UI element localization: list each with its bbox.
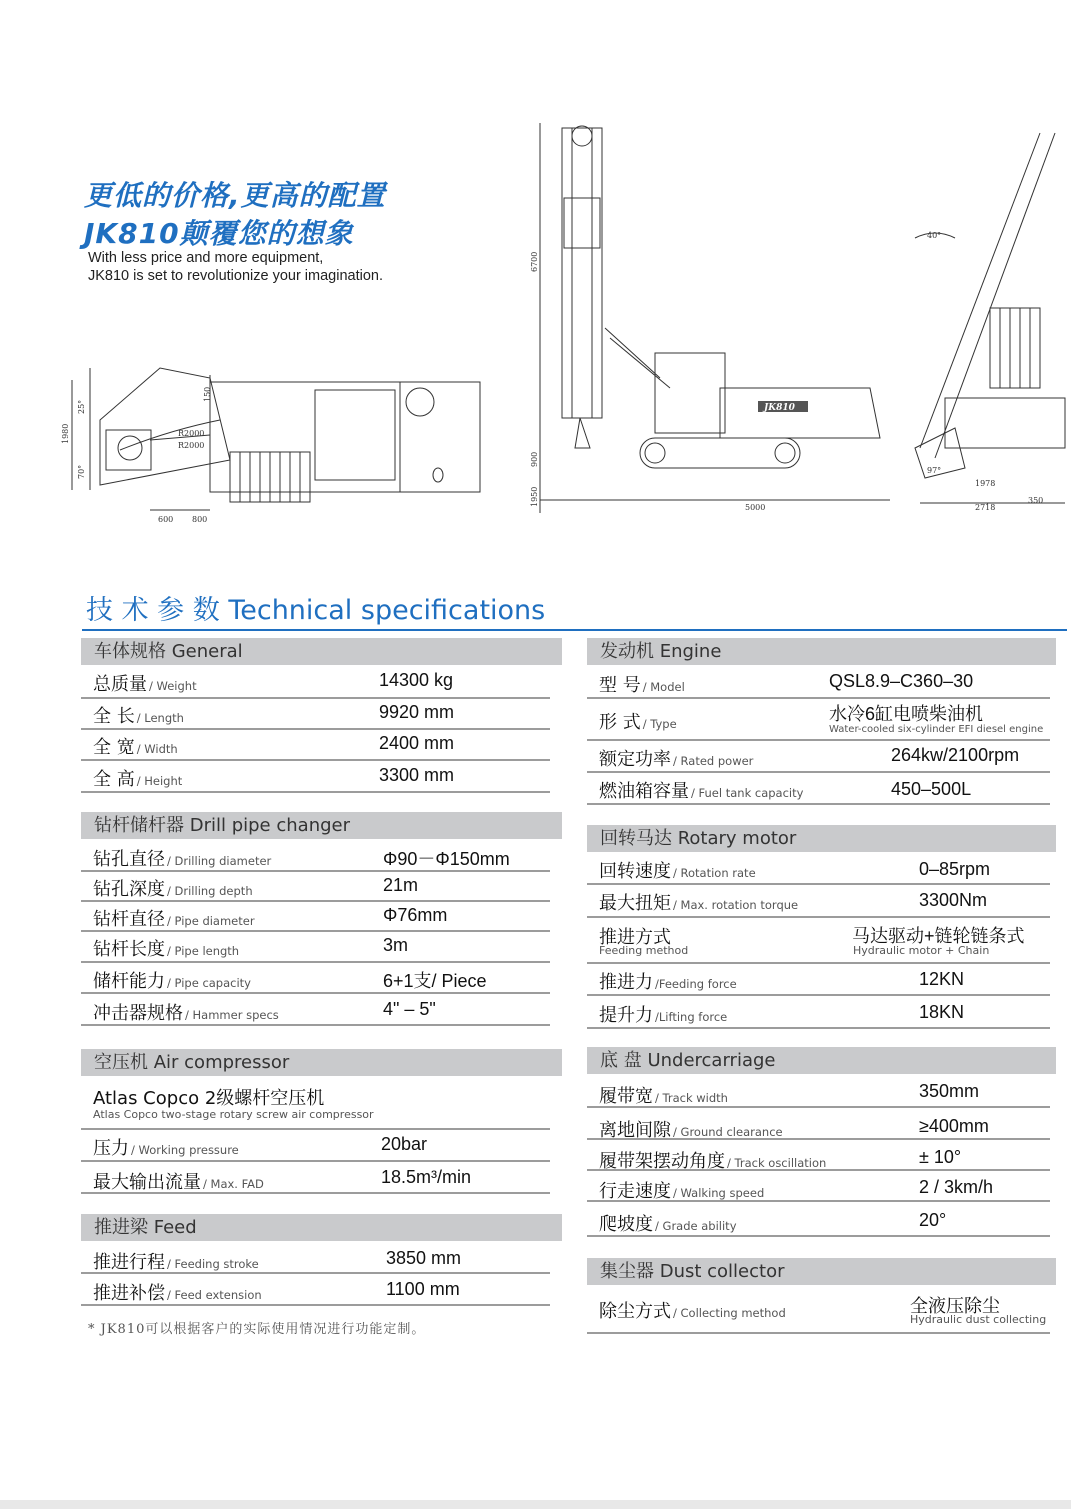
spec-row-type (587, 699, 1050, 741)
svg-text:800: 800 (192, 515, 208, 524)
section-dust-collector-header: 集尘器 Dust collector (587, 1258, 1056, 1285)
spec-row-grade-ability (587, 1202, 1050, 1237)
spec-label-cn: 全 宽 (93, 737, 135, 758)
spec-label-en: Feeding method (599, 944, 689, 957)
spec-label-en: / Fuel tank capacity (691, 786, 804, 800)
svg-text:40°: 40° (927, 231, 942, 240)
svg-text:R2000: R2000 (178, 429, 205, 438)
side-view-badge: JK810 (764, 403, 795, 413)
hero-title-line1: 更低的价格,更高的配置 (84, 179, 386, 212)
spec-label-en: / Drilling diameter (167, 854, 272, 868)
spec-value: 350mm (919, 1081, 980, 1101)
spec-label-cn: 冲击器规格 (93, 1003, 183, 1024)
top-view-drawing (60, 360, 490, 530)
specs-title-rule (82, 629, 1067, 631)
svg-text:2718: 2718 (975, 503, 996, 512)
hero-subtitle-line1: With less price and more equipment, (88, 250, 324, 266)
spec-label-en: / Walking speed (673, 1186, 765, 1200)
spec-row-lifting-force (587, 996, 1050, 1029)
spec-value: 20bar (381, 1134, 428, 1154)
spec-value: 264kw/2100rpm (891, 745, 1020, 765)
spec-label-en: / Pipe length (167, 944, 240, 958)
spec-value: 0–85rpm (919, 859, 991, 879)
spec-label-en: / Track oscillation (727, 1156, 827, 1170)
spec-row-max-fad (81, 1162, 550, 1194)
spec-label-cn: 推进方式 (599, 927, 671, 948)
section-undercarriage-header: 底 盘 Undercarriage (587, 1047, 1056, 1074)
spec-row-pipe-capacity (81, 963, 550, 994)
spec-row-working-pressure (81, 1130, 550, 1162)
spec-row-feeding-method (587, 918, 1050, 964)
spec-label-en: / Drilling depth (167, 884, 253, 898)
spec-label-cn: 最大扭矩 (599, 893, 671, 914)
section-air-compressor-header: 空压机 Air compressor (81, 1049, 562, 1076)
spec-label-cn: 形 式 (599, 712, 641, 733)
spec-label-en: / Height (136, 774, 183, 788)
spec-row-rated-power (587, 741, 1050, 773)
spec-value: Φ76mm (383, 905, 448, 925)
spec-value: 20° (919, 1210, 947, 1230)
hero-subtitle-line2: JK810 is set to revolutionize your imagination. (88, 268, 383, 284)
svg-text:900: 900 (530, 451, 539, 467)
spec-row-compressor-intro (81, 1078, 550, 1130)
svg-text:25°: 25° (77, 399, 86, 414)
svg-text:1950: 1950 (530, 486, 539, 507)
spec-value: 3300Nm (919, 890, 988, 910)
spec-row-drilling-depth (81, 872, 550, 902)
spec-value-sub: Hydraulic dust collecting (910, 1313, 1047, 1326)
spec-value: 3m (383, 935, 409, 955)
spec-label-en: Atlas Copco two-stage rotary screw air compressor (93, 1108, 374, 1121)
spec-label-en: / Ground clearance (673, 1125, 783, 1139)
spec-value: 3850 mm (386, 1248, 462, 1268)
spec-label-cn: 离地间隙 (599, 1120, 671, 1141)
section-feed-header: 推进梁 Feed (81, 1214, 562, 1241)
spec-row-rotation-rate (587, 854, 1050, 885)
spec-label-cn: 行走速度 (599, 1181, 671, 1202)
spec-row-max-torque (587, 885, 1050, 918)
front-view-drawing (895, 128, 1070, 518)
spec-label-cn: 钻孔深度 (93, 879, 165, 900)
spec-label-cn: 全 高 (93, 769, 135, 790)
spec-label-en: / Max. rotation torque (673, 898, 799, 912)
spec-label-cn: Atlas Copco 2级螺杆空压机 (93, 1088, 325, 1109)
section-general-header: 车体规格 General (81, 638, 562, 665)
spec-label-cn: 总质量 (93, 674, 147, 695)
spec-label-cn: 额定功率 (599, 749, 671, 770)
spec-label-en: / Grade ability (655, 1219, 737, 1233)
spec-label-cn: 燃油箱容量 (599, 781, 689, 802)
spec-label-en: / Rated power (673, 754, 754, 768)
spec-row-feeding-stroke (81, 1243, 550, 1274)
spec-row-pipe-length (81, 932, 550, 963)
spec-value: 4" – 5" (383, 999, 436, 1019)
spec-value: QSL8.9–C360–30 (829, 671, 974, 691)
spec-row-fuel-tank (587, 773, 1050, 805)
spec-row-weight (81, 667, 550, 699)
spec-label-cn: 提升力 (599, 1005, 653, 1026)
spec-label-en: / Width (136, 742, 178, 756)
spec-label-cn: 钻孔直径 (93, 849, 165, 870)
spec-row-track-oscillation (587, 1140, 1050, 1171)
spec-label-en: / Feeding stroke (167, 1257, 259, 1271)
footnote: * JK810可以根据客户的实际使用情况进行功能定制。 (88, 1322, 426, 1337)
spec-value: 21m (383, 875, 419, 895)
side-view-drawing (520, 118, 890, 518)
spec-value: 450–500L (891, 779, 972, 799)
spec-label-en: /Lifting force (655, 1010, 728, 1024)
bottom-bar (0, 1500, 1071, 1509)
svg-text:1980: 1980 (61, 423, 70, 444)
spec-label-en: / Type (642, 717, 677, 731)
section-rotary-motor-header: 回转马达 Rotary motor (587, 825, 1056, 852)
spec-label-cn: 推进补偿 (93, 1283, 165, 1304)
spec-value-sub: Water-cooled six-cylinder EFI diesel engine (829, 724, 1044, 735)
spec-label-cn: 全 长 (93, 706, 135, 727)
section-drill-pipe-header: 钻杆储杆器 Drill pipe changer (81, 812, 562, 839)
spec-value: 水冷6缸电喷柴油机 (829, 704, 984, 724)
spec-value: 12KN (919, 969, 965, 989)
spec-row-width (81, 730, 550, 761)
spec-value: 9920 mm (379, 702, 455, 722)
spec-label-cn: 履带架摆动角度 (599, 1151, 725, 1172)
spec-row-pipe-diameter (81, 902, 550, 932)
svg-text:150: 150 (203, 386, 212, 402)
spec-value: 2400 mm (379, 733, 455, 753)
spec-label-en: / Rotation rate (673, 866, 756, 880)
spec-label-en: / Pipe capacity (167, 976, 251, 990)
spec-value: 6+1支/ Piece (383, 971, 487, 991)
spec-label-en: / Hammer specs (185, 1008, 279, 1022)
spec-value: ≥400mm (919, 1116, 989, 1136)
spec-row-model (587, 667, 1050, 699)
spec-label-cn: 推进力 (599, 972, 653, 993)
svg-text:70°: 70° (77, 464, 86, 479)
spec-label-en: / Length (136, 711, 184, 725)
svg-text:600: 600 (158, 515, 174, 524)
spec-value: 18KN (919, 1002, 965, 1022)
spec-label-en: / Model (642, 680, 685, 694)
spec-row-hammer-specs (81, 994, 550, 1026)
spec-row-feed-extension (81, 1274, 550, 1306)
svg-text:6700: 6700 (530, 251, 539, 272)
spec-row-drilling-diameter (81, 841, 550, 872)
spec-label-en: /Feeding force (655, 977, 737, 991)
spec-label-en: / Pipe diameter (167, 914, 255, 928)
spec-value: 14300 kg (379, 670, 454, 690)
spec-label-cn: 钻杆长度 (93, 939, 165, 960)
spec-value: 18.5m³/min (381, 1167, 472, 1187)
spec-label-cn: 回转速度 (599, 861, 671, 882)
spec-label-cn: 储杆能力 (93, 971, 165, 992)
spec-label-en: / Feed extension (167, 1288, 262, 1302)
spec-label-cn: 最大输出流量 (93, 1172, 201, 1193)
svg-text:97°: 97° (927, 466, 942, 475)
spec-value-sub: Hydraulic motor + Chain (853, 944, 990, 957)
spec-label-cn: 爬坡度 (599, 1214, 653, 1235)
spec-label-en: / Max. FAD (203, 1177, 264, 1191)
spec-row-feeding-force (587, 964, 1050, 996)
specs-title: 技 术 参 数 Technical specifications (86, 595, 546, 626)
spec-value: 马达驱动+链轮链条式 (852, 926, 1025, 946)
spec-value: Φ90－Φ150mm (383, 849, 510, 869)
svg-text:1978: 1978 (975, 479, 996, 488)
spec-value: ± 10° (919, 1147, 962, 1167)
svg-text:350: 350 (1028, 496, 1044, 505)
spec-row-length (81, 699, 550, 730)
spec-value: 全液压除尘 (910, 1296, 1000, 1316)
svg-text:5000: 5000 (745, 503, 766, 512)
hero-title-line2: JK810颠覆您的想象 (84, 217, 354, 250)
spec-label-cn: 钻杆直径 (93, 909, 165, 930)
svg-text:R2000: R2000 (178, 441, 205, 450)
spec-value: 2 / 3km/h (919, 1177, 994, 1197)
spec-value: 3300 mm (379, 765, 455, 785)
spec-label-en: / Collecting method (673, 1306, 786, 1320)
section-engine-header: 发动机 Engine (587, 638, 1056, 665)
spec-value: 1100 mm (386, 1279, 460, 1299)
spec-label-cn: 推进行程 (93, 1252, 165, 1273)
spec-row-ground-clearance (587, 1108, 1050, 1140)
spec-row-collecting-method (587, 1287, 1050, 1334)
spec-label-cn: 型 号 (599, 675, 641, 696)
spec-label-en: / Working pressure (131, 1143, 239, 1157)
spec-label-cn: 履带宽 (599, 1086, 653, 1107)
spec-label-cn: 除尘方式 (599, 1301, 671, 1322)
spec-label-cn: 压力 (93, 1138, 129, 1159)
spec-label-en: / Track width (655, 1091, 728, 1105)
spec-row-track-width (587, 1076, 1050, 1108)
spec-row-height (81, 761, 550, 793)
spec-row-walking-speed (587, 1171, 1050, 1202)
spec-label-en: / Weight (149, 679, 197, 693)
